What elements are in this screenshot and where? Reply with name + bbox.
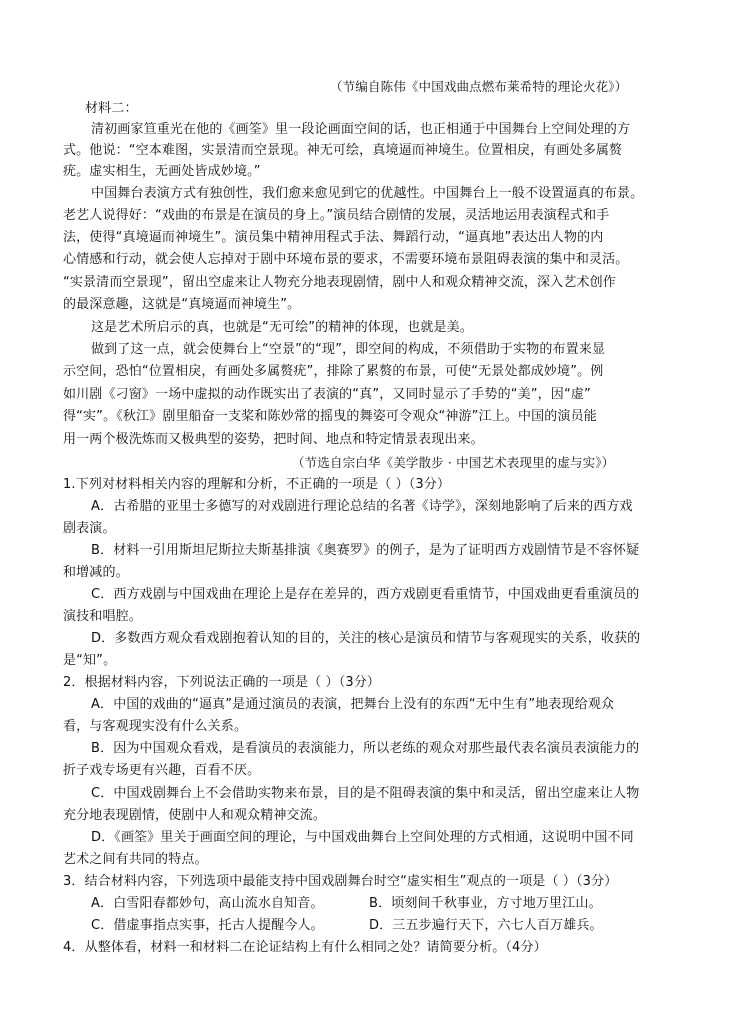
q2-option-b-cont: 折子戏专场更有兴趣，百看不厌。 bbox=[63, 763, 261, 778]
material2-line: 法，使得“真境逼而神境生”。演员集中精神用程式手法、舞蹈行动，“逼真地”表达出人物的内 bbox=[63, 230, 604, 245]
q3-option-d: D．三五步遍行天下，六七人百万雄兵。 bbox=[369, 918, 603, 933]
q1-stem: 1.下列对材料相关内容的理解和分析，不正确的一项是（ ）（3分） bbox=[63, 477, 451, 492]
q1-option-a: A．古希腊的亚里士多德写的对戏剧进行理论总结的名著《诗学》，深刻地影响了后来的西方戏 bbox=[91, 499, 633, 514]
material2-line: 老艺人说得好：“戏曲的布景是在演员的身上。”演员结合剧情的发展，灵活地运用表演程式和手 bbox=[63, 208, 610, 223]
material2-heading: 材料二： bbox=[85, 101, 138, 116]
q1-option-c-cont: 演技和唱腔。 bbox=[63, 609, 142, 624]
q2-option-d-cont: 艺术之间有共同的特点。 bbox=[63, 852, 208, 867]
q1-option-d: D．多数西方观众看戏剧抱着认知的目的，关注的核心是演员和情节与客观现实的关系，收获的 bbox=[91, 631, 641, 646]
q3-option-a: A．白雪阳春都妙句，高山流水自知音。 bbox=[91, 896, 324, 911]
material2-line: 用一两个极洗炼而又极典型的姿势，把时间、地点和特定情景表现出来。 bbox=[63, 432, 484, 447]
q2-option-c-cont: 充分地表现剧情，使剧中人和观众精神交流。 bbox=[63, 808, 327, 823]
material2-line: “实景清而空景现”，留出空虚来让人物充分地表现剧情，剧中人和观众精神交流，深入艺术创作 bbox=[63, 275, 616, 290]
material2-line: 做到了这一点，就会使舞台上“空景”的“现”，即空间的构成，不须借助于实物的布置来显 bbox=[91, 342, 606, 357]
q1-option-d-cont: 是“知”。 bbox=[63, 653, 117, 668]
q2-option-a-cont: 看，与客观现实没有什么关系。 bbox=[63, 719, 248, 734]
q1-option-c: C．西方戏剧与中国戏曲在理论上是存在差异的，西方戏剧更看重情节，中国戏曲更看重演员的 bbox=[91, 587, 640, 602]
q2-option-b: B．因为中国观众看戏，是看演员的表演能力，所以老练的观众对那些最代表名演员表演能力的 bbox=[91, 741, 640, 756]
material2-source: （节选自宗白华《美学散步 · 中国艺术表现里的虚与实》） bbox=[292, 455, 615, 470]
material2-line: 得“实”。《秋江》剧里船奋一支桨和陈妙常的摇曳的舞姿可令观众“神游”江上。中国的演员能 bbox=[63, 409, 597, 424]
material2-line: 心情感和行动，就会使人忘掉对于剧中环境布景的要求，不需要环境布景阻碍表演的集中和灵活。 bbox=[63, 252, 629, 267]
material2-line: 中国舞台表演方式有独创性，我们愈来愈见到它的优越性。中国舞台上一般不设置逼真的布景。 bbox=[91, 186, 644, 201]
material2-line: 式。他说：“空本难图，实景清而空景现。神无可绘，真境逼而神境生。位置相戾，有画处多属赘 bbox=[63, 143, 623, 158]
q2-option-a: A．中国的戏曲的“逼真”是通过演员的表演，把舞台上没有的东西“无中生有”地表现给观众 bbox=[91, 697, 615, 712]
q3-option-b: B．顷刻间千秋事业，方寸地万里江山。 bbox=[369, 896, 602, 911]
material2-line: 的最深意趣，这就是“真境逼而神境生”。 bbox=[63, 297, 301, 312]
material1-source: （节编自陈伟《中国戏曲点燃布莱希特的理论火花》） bbox=[330, 79, 628, 94]
q2-option-c: C．中国戏剧舞台上不会借助实物来布景，目的是不阻碍表演的集中和灵活，留出空虚来让人物 bbox=[91, 786, 640, 801]
material2-line: 清初画家笪重光在他的《画筌》里一段论画面空间的话，也正相通于中国舞台上空间处理的方 bbox=[91, 122, 631, 137]
material2-line: 示空间，恐怕“位置相戾，有画处多属赘疣”，排除了累赘的布景，可使“无景处都成妙境”。例 bbox=[63, 364, 604, 379]
q1-option-b: B．材料一引用斯坦尼斯拉夫斯基排演《奥赛罗》的例子，是为了证明西方戏剧情节是不容怀疑 bbox=[91, 543, 640, 558]
q3-stem: 3．结合材料内容，下列选项中最能支持中国戏剧舞台时空“虚实相生”观点的一项是（ ）（3分） bbox=[63, 874, 618, 889]
q3-option-c: C．借虚事指点实事，托古人提醒今人。 bbox=[91, 918, 324, 933]
q1-option-b-cont: 和增减的。 bbox=[63, 565, 129, 580]
q4-stem: 4．从整体看，材料一和材料二在论证结构上有什么相同之处？请简要分析。（4分） bbox=[63, 940, 547, 955]
material2-line: 疣。虚实相生，无画处皆成妙境。” bbox=[63, 164, 261, 179]
material2-line: 如川剧《刁窗》一场中虚拟的动作既实出了表演的“真”，又同时显示了手势的“美”，因“虚” bbox=[63, 387, 591, 402]
q2-option-d: D．《画筌》里关于画面空间的理论，与中国戏曲舞台上空间处理的方式相通，这说明中国不同 bbox=[91, 830, 634, 845]
q2-stem: 2．根据材料内容，下列说法正确的一项是（ ）（3分） bbox=[63, 675, 381, 690]
material2-line: 这是艺术所启示的真，也就是“无可绘”的精神的体现，也就是美。 bbox=[91, 320, 473, 335]
q1-option-a-cont: 剧表演。 bbox=[63, 521, 116, 536]
